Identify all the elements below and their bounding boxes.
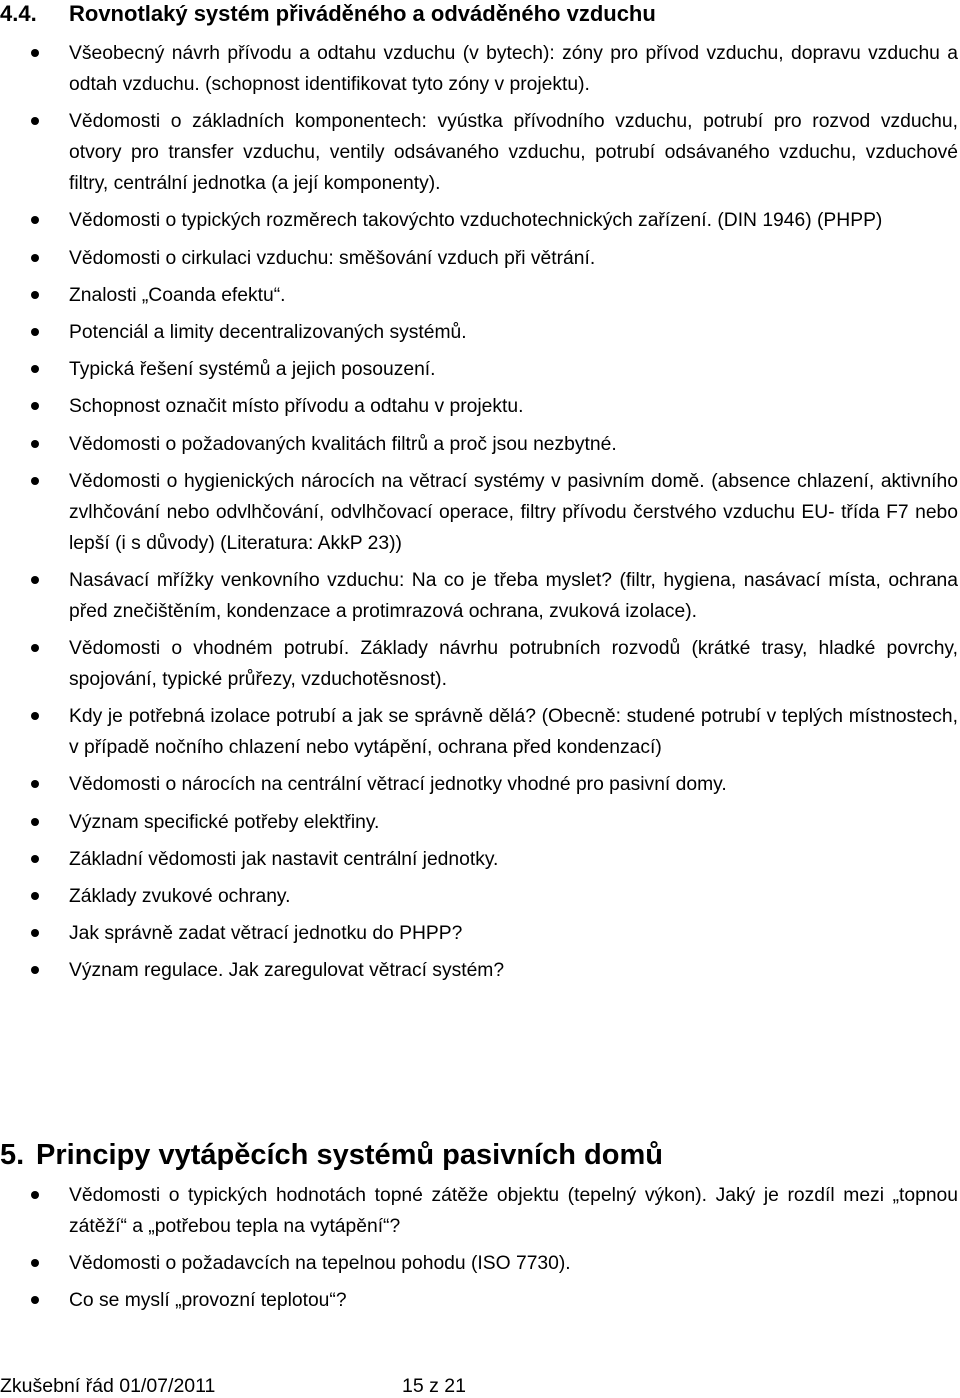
- footer-document-label: Zkušební řád 01/07/2011: [0, 1375, 216, 1397]
- bullet-icon: [31, 892, 39, 900]
- bullet-icon: [31, 780, 39, 788]
- list-item-text: Vědomosti o požadavcích na tepelnou pohodu (ISO 7730).: [69, 1253, 571, 1275]
- section-4-4-heading: [0, 0, 656, 28]
- list-item: [0, 280, 958, 311]
- list-item-text: Všeobecný návrh přívodu a odtahu vzduchu (v bytech): zóny pro přívod vzduchu, dopravu vzduchu a odtah vzduchu. (schopnost identifikovat tyto zóny v projektu).: [69, 43, 958, 95]
- bullet-icon: [31, 117, 39, 125]
- list-item-text: Vědomosti o typických rozměrech takovýchto vzduchotechnických zařízení. (DIN 1946) (PHPP): [69, 210, 883, 232]
- list-item-text: Význam specifické potřeby elektřiny.: [69, 811, 380, 833]
- footer-page-number: 15 z 21: [402, 1375, 466, 1397]
- bullet-icon: [31, 712, 39, 720]
- list-item: [0, 807, 958, 838]
- bullet-icon: [31, 402, 39, 410]
- list-item: [0, 243, 958, 274]
- list-item: [0, 1285, 958, 1316]
- section-4-4-title: Rovnotlaký systém přiváděného a odváděného vzduchu: [69, 1, 656, 26]
- bullet-icon: [31, 440, 39, 448]
- bullet-icon: [31, 328, 39, 336]
- list-item-text: Znalosti „Coanda efektu“.: [69, 284, 286, 306]
- list-item: [0, 918, 958, 949]
- list-item-text: Vědomosti o cirkulaci vzduchu: směšování vzduch při větrání.: [69, 247, 596, 269]
- list-item-text: Vědomosti o požadovaných kvalitách filtrů a proč jsou nezbytné.: [69, 433, 617, 455]
- bullet-icon: [31, 1296, 39, 1304]
- list-item: [0, 354, 958, 385]
- list-item-text: Základy zvukové ochrany.: [69, 886, 291, 907]
- list-item: [0, 205, 958, 236]
- bullet-icon: [31, 216, 39, 224]
- list-item-text: Vědomosti o hygienických nárocích na větrací systémy v pasivním domě. (absence chlazení, aktivního zvlhčování nebo odvlhčování, odvlhčovací operace, filtry přívodu čerstvého vzduchu EU- třída F7 nebo lepší (i s důvody) (Literatura: AkkP 23)): [69, 470, 958, 554]
- bullet-icon: [31, 291, 39, 299]
- bullet-icon: [31, 929, 39, 937]
- section-5-number: 5.: [0, 1139, 25, 1171]
- section-5-title: Principy vytápěcích systémů pasivních domů: [36, 1139, 663, 1171]
- list-item: [0, 1248, 958, 1279]
- bullet-icon: [31, 966, 39, 974]
- list-item: [0, 701, 958, 763]
- list-item: [0, 769, 958, 800]
- list-item-text: Nasávací mřížky venkovního vzduchu: Na co je třeba myslet? (filtr, hygiena, nasávací místa, ochrana před znečištěním, kondenzace a protimrazová ochrana, zvuková izolace).: [69, 569, 958, 622]
- section-4-4-number: 4.4.: [0, 1, 37, 26]
- bullet-icon: [31, 818, 39, 826]
- bullet-icon: [31, 365, 39, 373]
- list-item-text: Vědomosti o typických hodnotách topné zátěže objektu (tepelný výkon). Jaký je rozdíl mezi „topnou zátěží“ a „potřebou tepla na vytápění“?: [69, 1185, 958, 1237]
- bullet-icon: [31, 644, 39, 652]
- list-item-text: Vědomosti o základních komponentech: vyústka přívodního vzduchu, potrubí pro rozvod vzduchu, otvory pro transfer vzduchu, ventily odsávaného vzduchu, potrubí odsávaného vzduchu, vzduchové filtry, centrální jednotka (a její komponenty).: [69, 111, 958, 195]
- section-5-list: [0, 1180, 958, 1323]
- list-item-text: Význam regulace. Jak zaregulovat větrací systém?: [69, 960, 505, 982]
- list-item: [0, 106, 958, 199]
- list-item-text: Co se myslí „provozní teplotou“?: [69, 1290, 347, 1312]
- list-item-text: Základní vědomosti jak nastavit centrální jednotky.: [69, 848, 499, 870]
- list-item-text: Jak správně zadat větrací jednotku do PHPP?: [69, 923, 463, 945]
- list-item: [0, 466, 958, 559]
- bullet-icon: [31, 477, 39, 485]
- bullet-icon: [31, 1259, 39, 1267]
- list-item: [0, 429, 958, 460]
- list-item-text: Potenciál a limity decentralizovaných systémů.: [69, 321, 467, 343]
- list-item: [0, 391, 958, 422]
- list-item-text: Typická řešení systémů a jejich posouzení.: [69, 359, 436, 381]
- bullet-icon: [31, 576, 39, 584]
- list-item: [0, 38, 958, 100]
- bullet-icon: [31, 855, 39, 863]
- list-item: [0, 633, 958, 695]
- list-item: [0, 881, 958, 912]
- list-item-text: Vědomosti o vhodném potrubí. Základy návrhu potrubních rozvodů (krátké trasy, hladké povrchy, spojování, typické průřezy, vzduchotěsnost).: [69, 638, 958, 691]
- list-item: [0, 955, 958, 986]
- page-footer: [0, 1374, 466, 1398]
- bullet-icon: [31, 49, 39, 57]
- list-item-text: Vědomosti o nárocích na centrální větrací jednotky vhodné pro pasivní domy.: [69, 774, 727, 796]
- bullet-icon: [31, 1191, 39, 1199]
- list-item: [0, 844, 958, 875]
- section-4-4-list: [0, 38, 958, 993]
- list-item-text: Kdy je potřebná izolace potrubí a jak se správně dělá? (Obecně: studené potrubí v teplých místnostech, v případě nočního chlazení nebo vytápění, ochrana před kondenzací): [69, 706, 958, 759]
- list-item: [0, 1180, 958, 1242]
- bullet-icon: [31, 254, 39, 262]
- list-item: [0, 317, 958, 348]
- section-5-heading: [0, 1137, 663, 1173]
- list-item: [0, 565, 958, 627]
- list-item-text: Schopnost označit místo přívodu a odtahu v projektu.: [69, 396, 524, 418]
